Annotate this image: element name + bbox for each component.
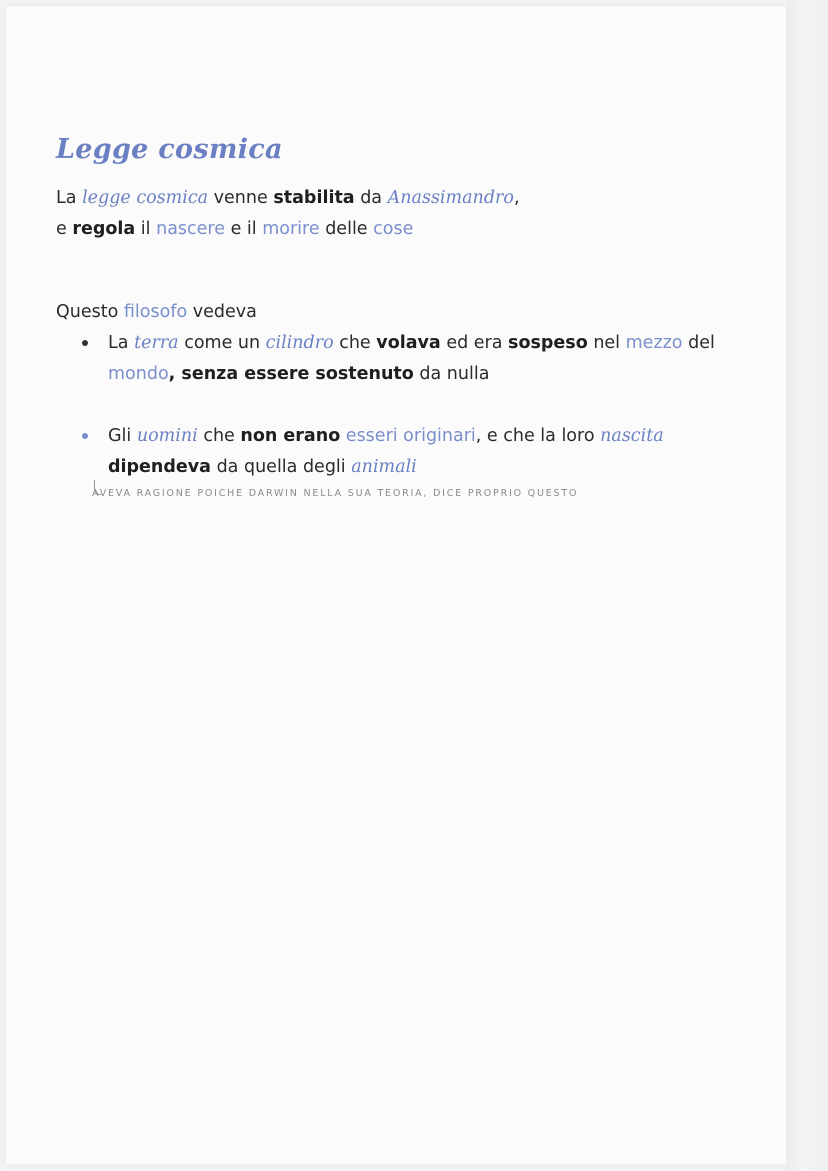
term-morire: morire — [262, 219, 320, 239]
term-legge-cosmica: legge cosmica — [82, 188, 209, 208]
term-terra: terra — [134, 333, 179, 353]
term-stabilita: stabilita — [273, 188, 355, 208]
b1-da-nulla: da nulla — [419, 364, 490, 384]
bullet-icon — [82, 433, 88, 439]
document-page — [6, 6, 786, 1164]
term-volava: volava — [376, 333, 441, 353]
intro-e: e — [56, 219, 67, 239]
b1-che: che — [339, 333, 371, 353]
intro-paragraph — [56, 183, 520, 245]
section-vedeva: vedeva — [192, 302, 257, 322]
term-uomini: uomini — [136, 426, 198, 446]
term-anassimandro: Anassimandro — [387, 188, 514, 208]
b1-come-un: come un — [184, 333, 261, 353]
b1-del: del — [688, 333, 715, 353]
list-item — [82, 328, 722, 390]
term-non-erano: non erano — [240, 426, 341, 446]
term-mezzo: mezzo — [625, 333, 683, 353]
b2-e-che-la-loro: , e che la loro — [475, 426, 595, 446]
b1-nel: nel — [593, 333, 621, 353]
scan-edge — [786, 0, 828, 1171]
b2-da-quella-degli: da quella degli — [216, 457, 346, 477]
term-nascere: nascere — [156, 219, 226, 239]
b2-gli: Gli — [108, 426, 132, 446]
term-cilindro: cilindro — [265, 333, 334, 353]
handwritten-annotation: AVEVA RAGIONE POICHE DARWIN NELLA SUA TEORIA, DICE PROPRIO QUESTO — [92, 488, 579, 499]
intro-la: La — [56, 188, 77, 208]
term-cose: cose — [373, 219, 414, 239]
intro-comma: , — [513, 188, 520, 208]
term-mondo: mondo — [108, 364, 169, 384]
term-filosofo: filosofo — [123, 302, 188, 322]
term-senza-essere-sostenuto: , senza essere sostenuto — [168, 364, 414, 384]
intro-da: da — [360, 188, 383, 208]
bullet-list — [82, 328, 722, 483]
intro-delle: delle — [325, 219, 368, 239]
intro-e-il: e il — [230, 219, 257, 239]
intro-venne: venne — [213, 188, 268, 208]
term-dipendeva: dipendeva — [108, 457, 211, 477]
b1-la: La — [108, 333, 129, 353]
page-title: Legge cosmica — [56, 134, 283, 165]
term-esseri-originari: esseri originari — [345, 426, 476, 446]
section-heading — [56, 297, 257, 328]
b1-ed-era: ed era — [446, 333, 503, 353]
list-item — [82, 421, 722, 483]
term-sospeso: sospeso — [508, 333, 588, 353]
term-nascita: nascita — [600, 426, 664, 446]
section-questo: Questo — [56, 302, 119, 322]
intro-il: il — [140, 219, 151, 239]
term-animali: animali — [351, 457, 417, 477]
bullet-icon — [82, 340, 88, 346]
b2-che: che — [203, 426, 235, 446]
term-regola: regola — [72, 219, 136, 239]
